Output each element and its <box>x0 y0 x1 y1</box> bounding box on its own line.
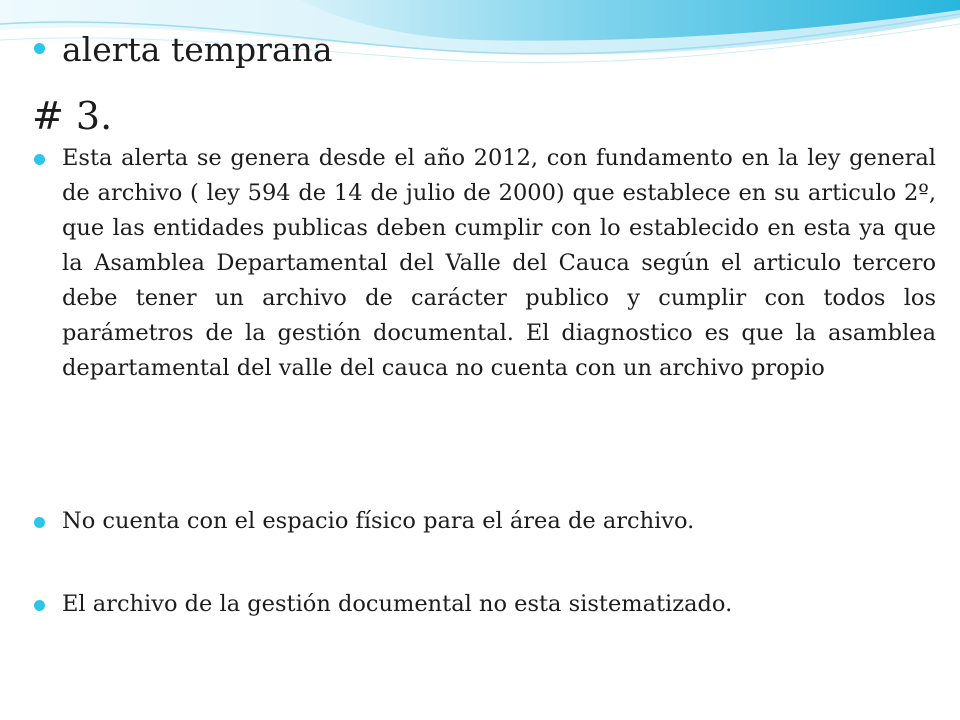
bullet-item-espacio: No cuenta con el espacio físico para el área de archivo. <box>62 508 695 534</box>
bullet-icon <box>34 600 45 611</box>
slide-title-number: # 3. <box>32 94 113 138</box>
bullet-item-sistematizado: El archivo de la gestión documental no esta sistematizado. <box>62 591 733 617</box>
bullet-paragraph: Esta alerta se genera desde el año 2012, con fundamento en la ley general de archivo ( ley 594 de 14 de julio de 2000) que establece en su articulo 2º, que las entidades publicas deben cumplir con lo establecido en esta ya que la Asamblea Departamental del Valle del Cauca según el articulo tercero debe tener un archivo de carácter publico y cumplir con todos los parámetros de la gestión documental. El diagnostico es que la asamblea departamental del valle del cauca no cuenta con un archivo propio <box>62 145 936 381</box>
slide-title: alerta temprana <box>62 30 333 69</box>
bullet-icon <box>34 154 45 165</box>
bullet-icon <box>34 517 45 528</box>
bullet-icon <box>34 43 45 54</box>
